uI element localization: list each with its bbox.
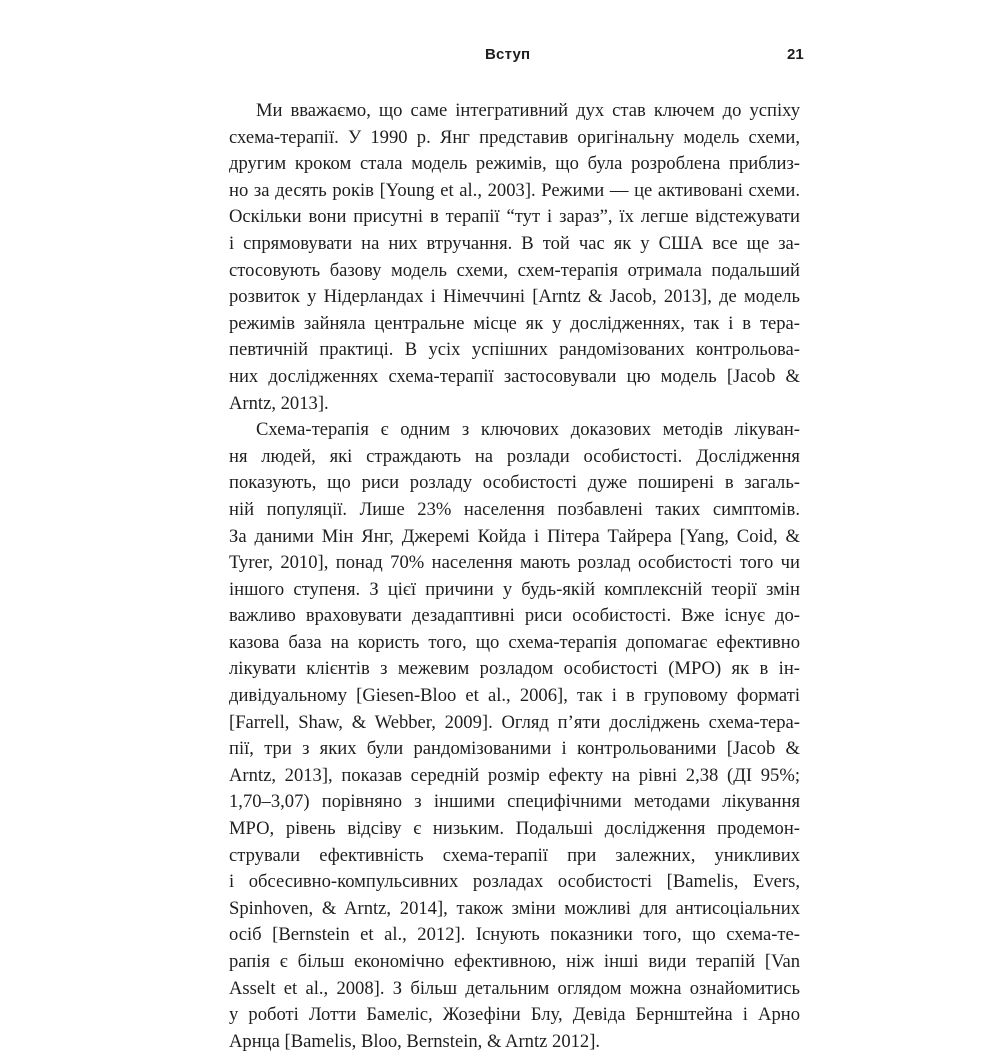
text-line: Asselt et al., 2008]. З більш детальним оглядом можна ознайомитись xyxy=(229,977,800,999)
text-line: схема-терапії. У 1990 р. Янг представив оригінальну модель схеми, xyxy=(229,126,800,148)
text-line: Ми вважаємо, що саме інтегративний дух став ключем до успіху xyxy=(256,100,800,121)
text-line: другим кроком стала модель режимів, що була розроблена приблиз- xyxy=(229,153,800,175)
text-line: Схема-терапія є одним з ключових доказових методів лікуван- xyxy=(256,419,800,441)
text-line: певтичній практиці. В усіх успішних рандомізованих контрольова- xyxy=(229,339,800,361)
text-line: дивідуальному [Giesen-Bloo et al., 2006], так і в груповому форматі xyxy=(229,685,800,707)
text-line: рапія є більш економічно ефективною, ніж інші види терапій [Van xyxy=(229,951,800,972)
text-line: ній популяції. Лише 23% населення позбавлені таких симптомів. xyxy=(229,498,800,520)
paragraph-1 xyxy=(229,98,800,417)
text-line: За даними Мін Янг, Джеремі Койда і Пітера Тайрера [Yang, Coid, & xyxy=(229,525,800,547)
text-line: 1,70–3,07) порівняно з іншими специфічними методами лікування xyxy=(229,791,800,813)
text-line: Spinhoven, & Arntz, 2014], також зміни можливі для антисоціальних xyxy=(229,897,800,919)
text-line: іншого ступеня. З цієї причини у будь-якій комплексній теорії змін xyxy=(229,578,800,600)
text-line: і обсесивно-компульсивних розладах особистості [Bamelis, Evers, xyxy=(229,871,800,893)
text-line: казова база на користь того, що схема-терапія допомагає ефективно xyxy=(229,631,800,653)
paragraph-2 xyxy=(229,417,800,1055)
page-number: 21 xyxy=(787,46,804,63)
text-line: розвиток у Нідерландах і Німеччині [Arntz & Jacob, 2013], де модель xyxy=(229,286,800,308)
text-line: Arntz, 2013], показав середній розмір ефекту на рівні 2,38 (ДІ 95%; xyxy=(229,764,800,786)
text-line: режимів зайняла центральне місце як у дослідженнях, так і в тера- xyxy=(229,312,800,334)
text-line: у роботі Лотти Бамеліс, Жозефіни Блу, Девіда Бернштейна і Арно xyxy=(229,1004,800,1026)
text-line: Арнца [Bamelis, Bloo, Bernstein, & Arntz 2012]. xyxy=(229,1030,601,1052)
text-line: них дослідженнях схема-терапії застосовували цю модель [Jacob & xyxy=(229,365,800,387)
text-line: важливо враховувати дезадаптивні риси особистості. Вже існує до- xyxy=(229,605,800,627)
text-line: лікувати клієнтів з межевим розладом особистості (МРО) як в ін- xyxy=(229,658,800,680)
text-line: стрували ефективність схема-терапії при залежних, уникливих xyxy=(229,844,800,866)
text-line: стосовують базову модель схеми, схем-терапія отримала подальший xyxy=(229,259,800,281)
text-line: [Farrell, Shaw, & Webber, 2009]. Огляд п’яти досліджень схема-тера- xyxy=(229,711,800,733)
text-line: Оскільки вони присутні в терапії “тут і зараз”, їх легше відстежувати xyxy=(229,206,800,228)
text-line: ня людей, які страждають на розлади особистості. Дослідження xyxy=(229,445,800,467)
body-text xyxy=(229,98,800,1055)
text-line: пії, три з яких були рандомізованими і контрольованими [Jacob & xyxy=(229,738,800,760)
text-line: Arntz, 2013]. xyxy=(229,392,329,414)
text-line: МРО, рівень відсіву є низьким. Подальші дослідження продемон- xyxy=(229,818,800,840)
running-head: Вступ xyxy=(485,46,531,63)
text-line: показують, що риси розладу особистості дуже поширені в загаль- xyxy=(229,472,800,494)
text-line: Tyrer, 2010], понад 70% населення мають розлад особистості того чи xyxy=(229,552,800,574)
text-line: осіб [Bernstein et al., 2012]. Існують показники того, що схема-те- xyxy=(229,924,800,946)
text-line: і спрямовувати на них втручання. В той час як у США все ще за- xyxy=(229,232,800,254)
text-line: но за десять років [Young et al., 2003]. Режими — це активовані схеми. xyxy=(229,179,800,201)
